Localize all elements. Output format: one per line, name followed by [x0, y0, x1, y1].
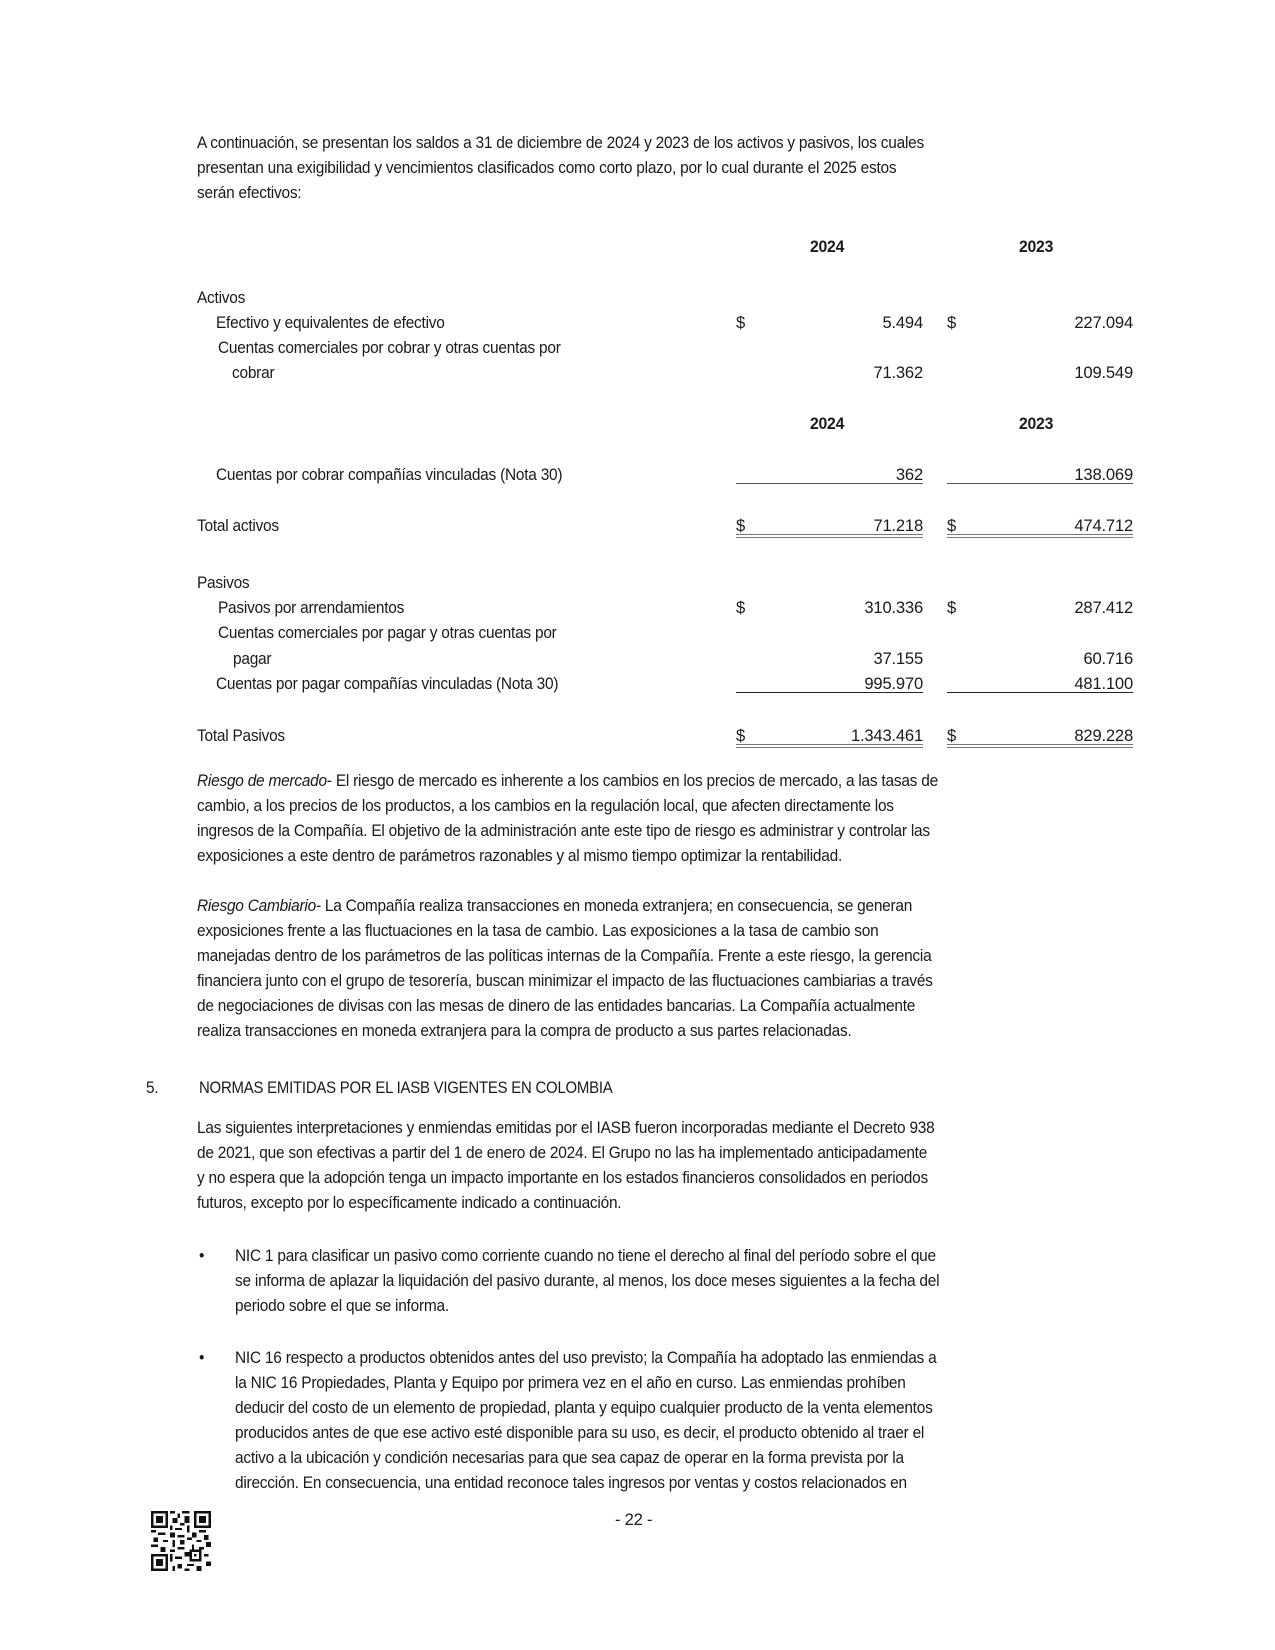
bullet-line: producidos antes de que ese activo esté disponible para su uso, es decir, el producto obtenido al traer el	[235, 1423, 925, 1442]
bullet-line: se informa de aplazar la liquidación del pasivo durante, al menos, los doce meses siguientes a la fecha del	[235, 1271, 940, 1290]
value-2023: 138.069	[1074, 465, 1133, 484]
total-double-rule	[736, 744, 923, 748]
paragraph-line	[197, 768, 1136, 793]
paragraph-line: manejadas dentro de los parámetros de las políticas internas de la Compañía. Frente a este riesgo, la gerencia	[197, 946, 932, 965]
value-2023: 481.100	[1074, 674, 1133, 693]
value-2024: 71.362	[873, 363, 923, 382]
value-2024: 5.494	[882, 313, 923, 332]
value-2023: 287.412	[1074, 598, 1133, 617]
intro-line: A continuación, se presentan los saldos a 31 de diciembre de 2024 y 2023 de los activos y pasivos, los cuales	[197, 133, 925, 152]
subtotal-rule	[736, 483, 923, 484]
column-header-2023-repeat: 2023	[1019, 414, 1054, 433]
total-value-2023: 829.228	[1074, 726, 1133, 745]
total-double-rule	[736, 534, 923, 538]
total-label: Total Pasivos	[197, 726, 285, 745]
bullet-icon: •	[199, 1348, 205, 1367]
total-double-rule	[947, 534, 1133, 538]
value-2023: 60.716	[1083, 649, 1133, 668]
currency-symbol: $	[947, 726, 957, 745]
bullet-line: NIC 16 respecto a productos obtenidos antes del uso previsto; la Compañía ha adoptado las enmiendas a	[235, 1348, 937, 1367]
qr-code-icon	[151, 1511, 211, 1571]
market-risk-paragraph	[197, 768, 1207, 868]
paragraph-line: y no espera que la adopción tenga un impacto importante en los estados financieros consolidados en periodos	[197, 1168, 928, 1187]
row-label: Cuentas por pagar compañías vinculadas (Nota 30)	[216, 674, 559, 693]
section-label-activos: Activos	[197, 288, 246, 307]
column-header-2024: 2024	[810, 237, 845, 256]
paragraph-line: de 2021, que son efectivas a partir del 1 de enero de 2024. El Grupo no las ha implementado anticipadamente	[197, 1143, 928, 1162]
section-intro-paragraph	[197, 1115, 1207, 1215]
intro-line: serán efectivos:	[197, 183, 302, 202]
paragraph-line: realiza transacciones en moneda extranjera para la compra de producto a sus partes relacionadas.	[197, 1021, 852, 1040]
value-2024: 362	[895, 465, 923, 484]
bullet-line: activo a la ubicación y condición necesarias para que sea capaz de operar en la forma prevista por la	[235, 1448, 904, 1467]
paragraph-line: financiera junto con el grupo de tesorería, buscan minimizar el impacto de las fluctuaciones cambiarias a través	[197, 971, 933, 990]
exchange-risk-title: Riesgo Cambiario	[197, 896, 316, 915]
currency-symbol: $	[736, 516, 746, 535]
value-2023: 227.094	[1074, 313, 1133, 332]
intro-line: presentan una exigibilidad y vencimientos clasificados como corto plazo, por lo cual durante el 2025 estos	[197, 158, 897, 177]
paragraph-line: ingresos de la Compañía. El objetivo de la administración ante este tipo de riesgo es administrar y controlar las	[197, 821, 930, 840]
value-2024: 995.970	[864, 674, 923, 693]
section-heading: NORMAS EMITIDAS POR EL IASB VIGENTES EN COLOMBIA	[199, 1078, 613, 1097]
paragraph-text: - El riesgo de mercado es inherente a los cambios en los precios de mercado, a las tasas de	[326, 771, 938, 790]
paragraph-line	[197, 893, 1136, 918]
bullet-line: la NIC 16 Propiedades, Planta y Equipo por primera vez en el año en curso. Las enmiendas prohíben	[235, 1373, 906, 1392]
intro-paragraph	[197, 130, 1207, 205]
market-risk-title: Riesgo de mercado	[197, 771, 327, 790]
column-header-2023: 2023	[1019, 237, 1054, 256]
paragraph-line: Las siguientes interpretaciones y enmiendas emitidas por el IASB fueron incorporadas mediante el Decreto 938	[197, 1118, 935, 1137]
value-2024: 37.155	[873, 649, 923, 668]
value-2024: 310.336	[864, 598, 923, 617]
paragraph-line: de negociaciones de divisas con las mesas de dinero de las entidades bancarias. La Compañía actualmente	[197, 996, 916, 1015]
bullet-line: deducir del costo de un elemento de propiedad, planta y equipo cualquier producto de la venta elementos	[235, 1398, 933, 1417]
column-header-2024-repeat: 2024	[810, 414, 845, 433]
row-label-continuation: pagar	[233, 649, 272, 668]
currency-symbol: $	[947, 313, 957, 332]
paragraph-line: cambio, a los precios de los productos, a los cambios en la regulación local, que afecten directamente los	[197, 796, 894, 815]
row-label: Pasivos por arrendamientos	[218, 598, 405, 617]
currency-symbol: $	[947, 598, 957, 617]
bullet-line: dirección. En consecuencia, una entidad reconoce tales ingresos por ventas y costos relacionados en	[235, 1473, 907, 1492]
bullet-line: periodo sobre el que se informa.	[235, 1296, 449, 1315]
subtotal-rule	[947, 692, 1133, 693]
row-label: Cuentas comerciales por cobrar y otras cuentas por	[218, 338, 561, 357]
section-label-pasivos: Pasivos	[197, 573, 250, 592]
total-label: Total activos	[197, 516, 279, 535]
subtotal-rule	[736, 692, 923, 693]
paragraph-line: exposiciones frente a las fluctuaciones en la tasa de cambio. Las exposiciones a la tasa de cambio son	[197, 921, 879, 940]
currency-symbol: $	[736, 598, 746, 617]
paragraph-text: - La Compañía realiza transacciones en moneda extranjera; en consecuencia, se generan	[315, 896, 913, 915]
row-label-continuation: cobrar	[232, 363, 275, 382]
section-number: 5.	[146, 1078, 159, 1097]
page-number: - 22 -	[615, 1510, 653, 1529]
total-double-rule	[947, 744, 1133, 748]
currency-symbol: $	[736, 313, 746, 332]
total-value-2024: 71.218	[873, 516, 923, 535]
bullet-text	[235, 1345, 1205, 1495]
subtotal-rule	[947, 483, 1133, 484]
bullet-text	[235, 1243, 1205, 1318]
bullet-icon: •	[199, 1246, 205, 1265]
currency-symbol: $	[736, 726, 746, 745]
row-label: Cuentas por cobrar compañías vinculadas (Nota 30)	[216, 465, 563, 484]
total-value-2023: 474.712	[1074, 516, 1133, 535]
bullet-line: NIC 1 para clasificar un pasivo como corriente cuando no tiene el derecho al final del período sobre el que	[235, 1246, 936, 1265]
value-2023: 109.549	[1074, 363, 1133, 382]
paragraph-line: exposiciones a este dentro de parámetros razonables y al mismo tiempo optimizar la rentabilidad.	[197, 846, 843, 865]
exchange-risk-paragraph	[197, 893, 1207, 1043]
currency-symbol: $	[947, 516, 957, 535]
row-label: Efectivo y equivalentes de efectivo	[216, 313, 445, 332]
total-value-2024: 1.343.461	[850, 726, 923, 745]
paragraph-line: futuros, excepto por lo específicamente indicado a continuación.	[197, 1193, 622, 1212]
row-label: Cuentas comerciales por pagar y otras cuentas por	[218, 623, 557, 642]
